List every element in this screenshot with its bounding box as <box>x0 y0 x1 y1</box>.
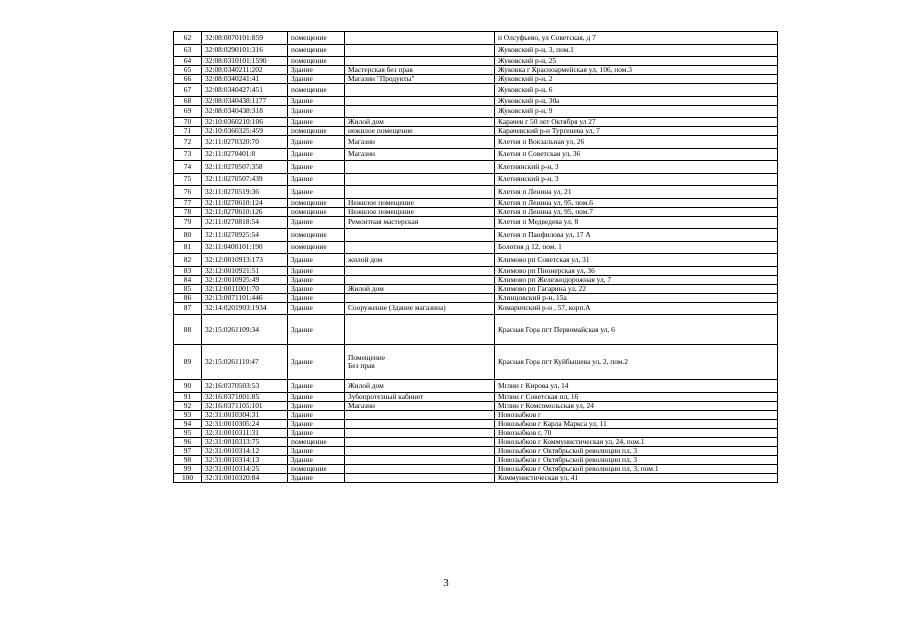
row-number-cell: 77 <box>174 198 202 207</box>
object-type-cell: помещение <box>288 32 345 45</box>
row-number-cell: 94 <box>174 419 202 428</box>
row-number-cell: 78 <box>174 207 202 216</box>
object-type-cell: Здание <box>288 380 345 393</box>
row-number-cell: 91 <box>174 392 202 401</box>
table-row <box>174 207 778 216</box>
object-type-cell: Здание <box>288 428 345 437</box>
row-number-cell: 89 <box>174 345 202 380</box>
object-name-cell: Магазин <box>345 148 495 161</box>
cadastral-number-cell: 32:12:0010913:173 <box>202 254 288 267</box>
address-cell: Клетня п Ленина ул, 21 <box>495 186 778 199</box>
table-row <box>174 84 778 97</box>
row-number-cell: 79 <box>174 216 202 229</box>
row-number-cell: 86 <box>174 293 202 302</box>
row-number-cell: 69 <box>174 105 202 118</box>
object-type-cell: помещение <box>288 198 345 207</box>
cadastral-number-cell: 32:11:0270818:54 <box>202 216 288 229</box>
object-type-cell: Здание <box>288 186 345 199</box>
address-cell: Мглин г Комсомольская ул, 24 <box>495 401 778 410</box>
row-number-cell: 75 <box>174 173 202 186</box>
address-cell: Климово рп Железнодорожная ул, 7 <box>495 275 778 284</box>
row-number-cell: 72 <box>174 136 202 149</box>
row-number-cell: 92 <box>174 401 202 410</box>
address-cell: Клетня п Ленина ул, 95, пом.7 <box>495 207 778 216</box>
address-cell: Жуковский р-н, 30а <box>495 96 778 105</box>
cadastral-number-cell: 32:08:0340211:202 <box>202 66 288 75</box>
cadastral-number-cell: 32:31:0010314:12 <box>202 446 288 455</box>
object-name-cell <box>345 437 495 446</box>
address-cell: Жуковский р-н, 3, пом.1 <box>495 44 778 57</box>
table-row <box>174 437 778 446</box>
address-cell: Жуковский р-н, 2 <box>495 75 778 84</box>
object-name-cell <box>345 266 495 275</box>
address-cell: Новозыбков г Октябрьской революции пл, 3, пом.1 <box>495 464 778 473</box>
table-row <box>174 136 778 149</box>
object-type-cell: помещение <box>288 84 345 97</box>
object-name-cell <box>345 473 495 482</box>
cadastral-number-cell: 32:31:0010305:24 <box>202 419 288 428</box>
object-name-cell: Мастерская без прав <box>345 66 495 75</box>
address-cell: Клетня п Советская ул, 36 <box>495 148 778 161</box>
table-row <box>174 186 778 199</box>
object-name-cell: Сооружение (Здание магазина) <box>345 302 495 315</box>
page-number: 3 <box>443 577 449 589</box>
object-name-cell <box>345 410 495 419</box>
table-row <box>174 446 778 455</box>
table-row <box>174 66 778 75</box>
cadastral-number-cell: 32:31:0010320:84 <box>202 473 288 482</box>
object-name-cell <box>345 428 495 437</box>
address-cell: Карачевский р-н Тургенева ул, 7 <box>495 127 778 136</box>
object-name-cell <box>345 161 495 174</box>
table-row <box>174 75 778 84</box>
address-cell: Клетнянский р-н, 3 <box>495 173 778 186</box>
address-cell: Новозыбков г Карла Маркса ул, 11 <box>495 419 778 428</box>
object-name-cell: Нежилое помещение <box>345 207 495 216</box>
cadastral-number-cell: 32:31:0010311:31 <box>202 428 288 437</box>
address-cell: Красная Гора пгт Первомайская ул, 6 <box>495 315 778 345</box>
object-type-cell: Здание <box>288 266 345 275</box>
address-cell: Клетня п Панфилова ул, 17 А <box>495 229 778 242</box>
row-number-cell: 68 <box>174 96 202 105</box>
table-row <box>174 44 778 57</box>
address-cell: Клетня п Ленина ул, 95, пом.6 <box>495 198 778 207</box>
table-row <box>174 241 778 254</box>
cadastral-number-cell: 32:08:0290101:316 <box>202 44 288 57</box>
table-row <box>174 32 778 45</box>
table-row <box>174 473 778 482</box>
row-number-cell: 93 <box>174 410 202 419</box>
row-number-cell: 97 <box>174 446 202 455</box>
table-row <box>174 401 778 410</box>
address-cell: Мглин г Кирова ул, 14 <box>495 380 778 393</box>
object-name-cell: Жилой дом <box>345 118 495 127</box>
table-row <box>174 392 778 401</box>
table-row <box>174 127 778 136</box>
object-name-cell <box>345 455 495 464</box>
address-cell: Жуковский р-н, 6 <box>495 84 778 97</box>
object-name-cell: Магазин "Продукты" <box>345 75 495 84</box>
row-number-cell: 99 <box>174 464 202 473</box>
cadastral-number-cell: 32:16:0371105:101 <box>202 401 288 410</box>
cadastral-number-cell: 32:15:0261109:34 <box>202 315 288 345</box>
object-name-cell: Жилой дом <box>345 284 495 293</box>
cadastral-number-cell: 32:11:0270401:8 <box>202 148 288 161</box>
row-number-cell: 71 <box>174 127 202 136</box>
table-row <box>174 216 778 229</box>
object-name-cell: Зубопротезный кабинет <box>345 392 495 401</box>
object-name-cell <box>345 186 495 199</box>
address-cell: п Олсуфьево, ул Советская, д 7 <box>495 32 778 45</box>
table-row <box>174 293 778 302</box>
object-type-cell: Здание <box>288 173 345 186</box>
cadastral-number-cell: 32:16:0370503:53 <box>202 380 288 393</box>
object-name-cell <box>345 419 495 428</box>
object-name-cell <box>345 57 495 66</box>
table-row <box>174 266 778 275</box>
address-cell: Жуковский р-н, 9 <box>495 105 778 118</box>
object-name-cell <box>345 105 495 118</box>
address-cell: Мглин г Советская пл, 16 <box>495 392 778 401</box>
object-name-cell <box>345 275 495 284</box>
row-number-cell: 64 <box>174 57 202 66</box>
object-name-cell: Магазин <box>345 136 495 149</box>
row-number-cell: 80 <box>174 229 202 242</box>
address-cell: Новозыбков г Коммунистическая ул, 24, пом.1 <box>495 437 778 446</box>
object-type-cell: Здание <box>288 105 345 118</box>
cadastral-number-cell: 32:12:0010921:51 <box>202 266 288 275</box>
cadastral-number-cell: 32:08:0340241:41 <box>202 75 288 84</box>
table-row <box>174 198 778 207</box>
cadastral-number-cell: 32:16:0371001:85 <box>202 392 288 401</box>
table-row <box>174 284 778 293</box>
address-cell: Жуковка г Красноармейская ул, 106, пом.3 <box>495 66 778 75</box>
object-type-cell: Здание <box>288 455 345 464</box>
address-cell: Клетнянский р-н, 3 <box>495 161 778 174</box>
object-type-cell: Здание <box>288 473 345 482</box>
object-type-cell: помещение <box>288 241 345 254</box>
object-type-cell: помещение <box>288 464 345 473</box>
table-row <box>174 464 778 473</box>
table-row <box>174 275 778 284</box>
row-number-cell: 74 <box>174 161 202 174</box>
object-name-cell <box>345 446 495 455</box>
row-number-cell: 84 <box>174 275 202 284</box>
object-type-cell: Здание <box>288 161 345 174</box>
row-number-cell: 66 <box>174 75 202 84</box>
register-rows <box>174 32 778 483</box>
cadastral-number-cell: 32:15:0261110:47 <box>202 345 288 380</box>
row-number-cell: 67 <box>174 84 202 97</box>
object-name-cell <box>345 293 495 302</box>
object-name-cell <box>345 315 495 345</box>
address-cell: Жуковский р-н, 25 <box>495 57 778 66</box>
table-row <box>174 410 778 419</box>
row-number-cell: 96 <box>174 437 202 446</box>
row-number-cell: 95 <box>174 428 202 437</box>
table-row <box>174 173 778 186</box>
object-type-cell: Здание <box>288 410 345 419</box>
row-number-cell: 81 <box>174 241 202 254</box>
table-row <box>174 428 778 437</box>
cadastral-number-cell: 32:11:0270610:124 <box>202 198 288 207</box>
cadastral-number-cell: 32:08:0340438:318 <box>202 105 288 118</box>
cadastral-number-cell: 32:11:0270519:36 <box>202 186 288 199</box>
row-number-cell: 83 <box>174 266 202 275</box>
row-number-cell: 82 <box>174 254 202 267</box>
object-type-cell: помещение <box>288 44 345 57</box>
address-cell: Комаричский р-н , 57, корп.А <box>495 302 778 315</box>
object-name-cell: Жилой дом <box>345 380 495 393</box>
table-row <box>174 419 778 428</box>
row-number-cell: 62 <box>174 32 202 45</box>
table-row <box>174 161 778 174</box>
object-name-cell <box>345 44 495 57</box>
object-name-cell: Ремонтная мастерская <box>345 216 495 229</box>
object-type-cell: Здание <box>288 401 345 410</box>
cadastral-number-cell: 32:31:0010304:31 <box>202 410 288 419</box>
cadastral-number-cell: 32:11:0270610:126 <box>202 207 288 216</box>
object-type-cell: помещение <box>288 207 345 216</box>
address-cell: Болотня д 12, пом. 1 <box>495 241 778 254</box>
object-name-cell <box>345 84 495 97</box>
cadastral-number-cell: 32:11:0270507:439 <box>202 173 288 186</box>
address-cell: Климово рп Пионерская ул, 36 <box>495 266 778 275</box>
object-name-cell <box>345 241 495 254</box>
table-row <box>174 105 778 118</box>
object-name-cell: Нежилое помещение <box>345 198 495 207</box>
object-type-cell: Здание <box>288 284 345 293</box>
cadastral-number-cell: 32:14:0201903:1934 <box>202 302 288 315</box>
row-number-cell: 98 <box>174 455 202 464</box>
object-type-cell: Здание <box>288 254 345 267</box>
cadastral-number-cell: 32:11:0270320:70 <box>202 136 288 149</box>
property-register-table <box>173 31 778 483</box>
address-cell: Красная Гора пгт Куйбышева ул, 2, пом.2 <box>495 345 778 380</box>
table-row <box>174 229 778 242</box>
object-type-cell: Здание <box>288 315 345 345</box>
address-cell: Коммунистическая ул, 41 <box>495 473 778 482</box>
table-row <box>174 57 778 66</box>
address-cell: Новозыбков г Октябрьской революции пл, 3 <box>495 446 778 455</box>
object-name-cell <box>345 464 495 473</box>
object-type-cell: Здание <box>288 275 345 284</box>
object-name-cell <box>345 229 495 242</box>
table-row <box>174 345 778 380</box>
address-cell: Новозыбков г <box>495 410 778 419</box>
object-name-cell: Помещение Без прав <box>345 345 495 380</box>
object-type-cell: помещение <box>288 57 345 66</box>
address-cell: Новозыбков г, 70 <box>495 428 778 437</box>
table-row <box>174 380 778 393</box>
object-type-cell: Здание <box>288 345 345 380</box>
object-type-cell: Здание <box>288 136 345 149</box>
cadastral-number-cell: 32:11:0270507:358 <box>202 161 288 174</box>
table-row <box>174 254 778 267</box>
object-type-cell: Здание <box>288 66 345 75</box>
row-number-cell: 90 <box>174 380 202 393</box>
table-row <box>174 302 778 315</box>
address-cell: Новозыбков г Октябрьской революции пл, 3 <box>495 455 778 464</box>
table-row <box>174 455 778 464</box>
object-type-cell: Здание <box>288 392 345 401</box>
cadastral-number-cell: 32:31:0010313:75 <box>202 437 288 446</box>
row-number-cell: 76 <box>174 186 202 199</box>
table-row <box>174 118 778 127</box>
object-name-cell <box>345 173 495 186</box>
cadastral-number-cell: 32:10:0360325:459 <box>202 127 288 136</box>
object-type-cell: Здание <box>288 293 345 302</box>
object-name-cell: жилой дом <box>345 254 495 267</box>
cadastral-number-cell: 32:10:0360210:106 <box>202 118 288 127</box>
object-type-cell: Здание <box>288 302 345 315</box>
row-number-cell: 87 <box>174 302 202 315</box>
cadastral-number-cell: 32:31:0010314:25 <box>202 464 288 473</box>
object-type-cell: Здание <box>288 75 345 84</box>
cadastral-number-cell: 32:08:0070101:859 <box>202 32 288 45</box>
object-type-cell: помещение <box>288 229 345 242</box>
address-cell: Карачев г 50 лет Октября ул 27 <box>495 118 778 127</box>
object-type-cell: Здание <box>288 419 345 428</box>
cadastral-number-cell: 32:12:0010925:49 <box>202 275 288 284</box>
row-number-cell: 88 <box>174 315 202 345</box>
address-cell: Климово рп Советская ул, 31 <box>495 254 778 267</box>
row-number-cell: 100 <box>174 473 202 482</box>
object-type-cell: помещение <box>288 437 345 446</box>
object-name-cell <box>345 96 495 105</box>
row-number-cell: 70 <box>174 118 202 127</box>
object-type-cell: помещение <box>288 127 345 136</box>
address-cell: Клетня п Медведева ул, 8 <box>495 216 778 229</box>
object-name-cell: Магазин <box>345 401 495 410</box>
object-type-cell: Здание <box>288 216 345 229</box>
cadastral-number-cell: 32:08:0310101:1590 <box>202 57 288 66</box>
cadastral-number-cell: 32:12:0011001:70 <box>202 284 288 293</box>
cadastral-number-cell: 32:11:0270925:54 <box>202 229 288 242</box>
row-number-cell: 73 <box>174 148 202 161</box>
table-row <box>174 96 778 105</box>
table-row <box>174 315 778 345</box>
object-type-cell: Здание <box>288 148 345 161</box>
cadastral-number-cell: 32:08:0340438:1177 <box>202 96 288 105</box>
object-type-cell: Здание <box>288 96 345 105</box>
table-row <box>174 148 778 161</box>
object-type-cell: Здание <box>288 446 345 455</box>
address-cell: Клетня п Вокзальная ул, 26 <box>495 136 778 149</box>
object-name-cell: нежилое помещение <box>345 127 495 136</box>
row-number-cell: 63 <box>174 44 202 57</box>
row-number-cell: 65 <box>174 66 202 75</box>
cadastral-number-cell: 32:08:0340427:451 <box>202 84 288 97</box>
cadastral-number-cell: 32:13:0071101:446 <box>202 293 288 302</box>
cadastral-number-cell: 32:31:0010314:13 <box>202 455 288 464</box>
register-sheet <box>173 31 777 483</box>
address-cell: Климово рп Гагарина ул, 22 <box>495 284 778 293</box>
object-type-cell: Здание <box>288 118 345 127</box>
row-number-cell: 85 <box>174 284 202 293</box>
cadastral-number-cell: 32:11:0400101:190 <box>202 241 288 254</box>
object-name-cell <box>345 32 495 45</box>
address-cell: Клинцовский р-н, 15а <box>495 293 778 302</box>
